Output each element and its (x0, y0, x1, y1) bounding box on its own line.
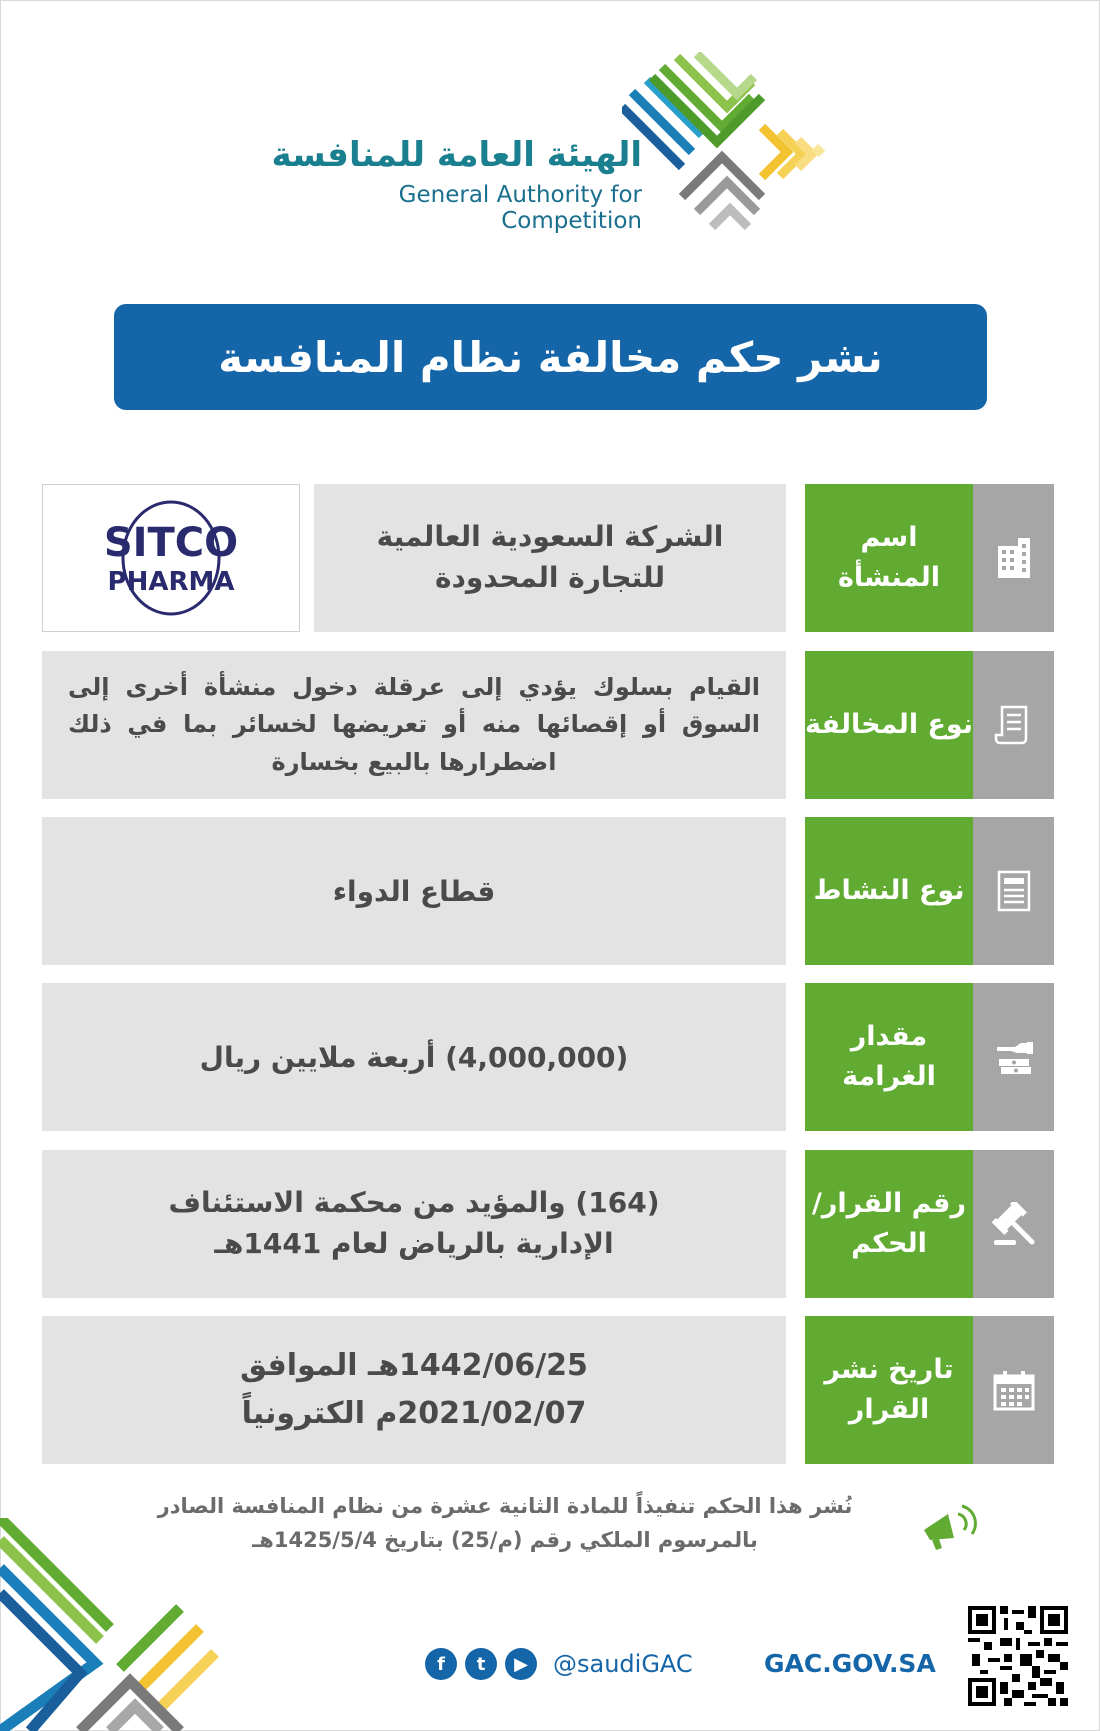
building-icon (994, 536, 1034, 580)
legal-note: نُشر هذا الحكم تنفيذاً للمادة الثانية عشرة من نظام المنافسة الصادر بالمرسوم الملكي رقم (م/25) بتاريخ 1425/5/4هـ (157, 1494, 853, 1552)
page-title: نشر حكم مخالفة نظام المنافسة (114, 304, 987, 410)
twitter-icon[interactable]: t (465, 1648, 497, 1680)
row-label: نوع المخالفة (805, 651, 973, 799)
row-label: اسم المنشأة (805, 484, 973, 632)
org-name-english: General Authority for Competition (398, 182, 642, 234)
row-decision-number (42, 1150, 1054, 1298)
document-icon (994, 703, 1034, 747)
row-icon-cell (973, 484, 1054, 632)
gavel-icon (992, 1202, 1036, 1246)
row-publish-date (42, 1316, 1054, 1464)
social-handle[interactable]: @saudiGAC (553, 1650, 693, 1678)
row-icon-cell (973, 983, 1054, 1131)
row-label: رقم القرار/الحكم (805, 1150, 973, 1298)
facebook-icon[interactable]: f (425, 1648, 457, 1680)
megaphone-icon (918, 1500, 978, 1552)
svg-text:PHARMA: PHARMA (107, 567, 235, 597)
row-fine-amount (42, 983, 1054, 1131)
org-name-arabic: الهيئة العامة للمنافسة (271, 135, 642, 175)
company-name-value: الشركة السعودية العالمية للتجارة المحدودة (314, 484, 786, 632)
company-logo (42, 484, 300, 632)
qr-code-icon (968, 1606, 1068, 1706)
row-icon-cell (973, 1150, 1054, 1298)
sitco-pharma-logo-icon (101, 498, 241, 618)
svg-text:SITCO: SITCO (103, 520, 239, 566)
row-icon-cell (973, 1316, 1054, 1464)
row-label: مقدار الغرامة (805, 983, 973, 1131)
calendar-icon (993, 1369, 1035, 1411)
violation-type-value: القيام بسلوك يؤدي إلى عرقلة دخول منشأة أخرى إلى السوق أو إقصائها منه أو تعريضها لخسائر بما في ذلك اضطرارها بالبيع بخسارة (42, 651, 786, 799)
fine-amount-value: (4,000,000) أربعة ملايين ريال (42, 983, 786, 1131)
row-label: نوع النشاط (805, 817, 973, 965)
youtube-icon[interactable]: ▶ (505, 1648, 537, 1680)
row-activity-type (42, 817, 1054, 965)
row-icon-cell (973, 817, 1054, 965)
row-label: تاريخ نشر القرار (805, 1316, 973, 1464)
row-violation-type (42, 651, 1054, 799)
row-icon-cell (973, 651, 1054, 799)
gac-logo-mark-icon (622, 52, 842, 237)
social-links (425, 1646, 693, 1682)
decision-number-value: (164) والمؤيد من محكمة الاستئناف الإدارية بالرياض لعام 1441هـ (42, 1150, 786, 1298)
decorative-corner-pattern-icon (0, 1518, 220, 1731)
publish-date-value: 1442/06/25هـ الموافق 2021/02/07م الكترونياً (42, 1316, 786, 1464)
list-document-icon (996, 869, 1032, 913)
website-link[interactable]: GAC.GOV.SA (764, 1649, 936, 1678)
row-company-name (42, 484, 1054, 632)
money-hand-icon (993, 1037, 1035, 1077)
activity-type-value: قطاع الدواء (42, 817, 786, 965)
